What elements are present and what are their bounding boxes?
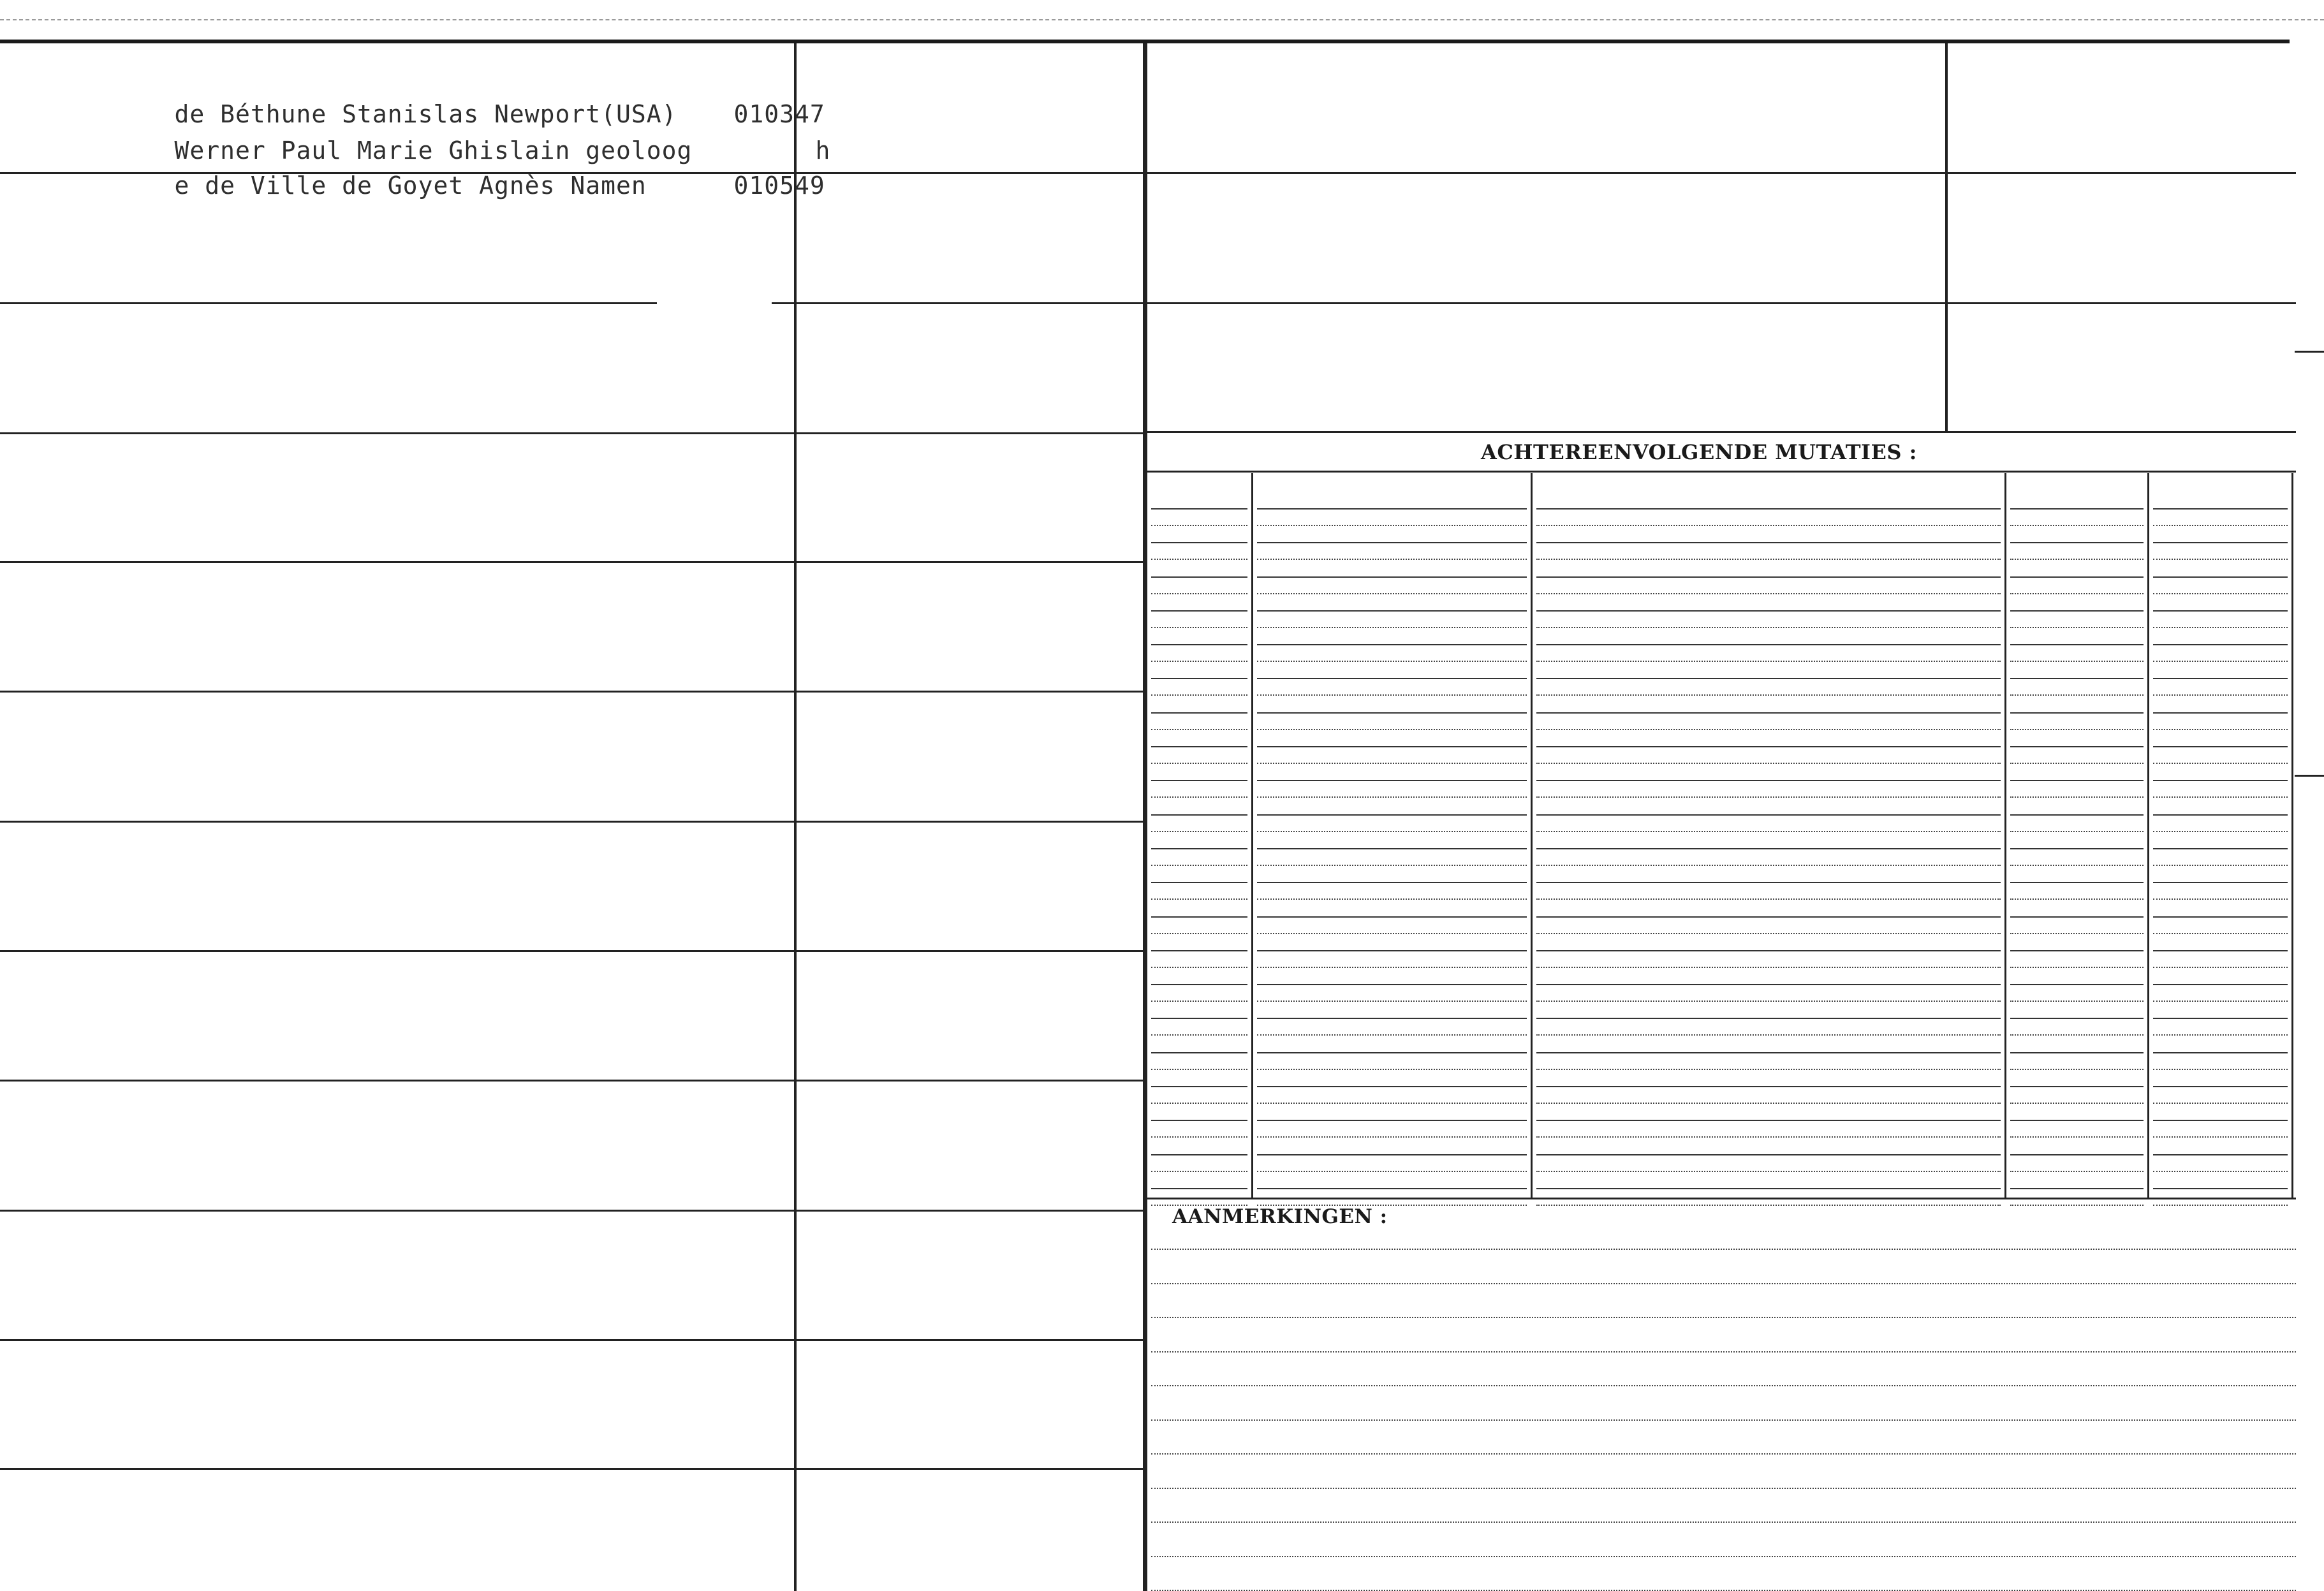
mutations-ruled-line [1151, 950, 1247, 951]
mutations-ruled-line [2010, 610, 2144, 612]
mutations-ruled-line [1257, 848, 1527, 849]
mutations-dotted-line [2010, 831, 2144, 832]
register-row-separator [0, 1468, 1143, 1470]
entry-name-text: e de Ville de Goyet Agnès Namen [174, 172, 647, 200]
mutations-dotted-line [1257, 1136, 1527, 1138]
mutations-dotted-line [2010, 865, 2144, 866]
mutations-dotted-line [2153, 898, 2288, 900]
mutations-dotted-line [1257, 898, 1527, 900]
mutations-ruled-line [2153, 576, 2288, 578]
mutations-ruled-line [1257, 1120, 1527, 1121]
mutations-dotted-line [2010, 1205, 2144, 1206]
remarks-writing-line [1151, 1521, 2296, 1523]
mutations-ruled-line [2010, 542, 2144, 543]
mutations-dotted-line [2010, 627, 2144, 628]
mutations-ruled-line [1151, 1052, 1247, 1053]
mutations-dotted-line [1257, 661, 1527, 662]
mutations-dotted-line [2010, 729, 2144, 730]
mutations-header-rule [1147, 471, 2296, 473]
mutations-ruled-line [1536, 1018, 2001, 1019]
remarks-writing-line [1151, 1317, 2296, 1318]
remarks-title: AANMERKINGEN : [1172, 1205, 1388, 1228]
mutations-ruled-line [2010, 1120, 2144, 1121]
mutations-dotted-line [2153, 1205, 2288, 1206]
mutations-dotted-line [2010, 967, 2144, 968]
mutations-ruled-line [2010, 882, 2144, 883]
mutations-column-divider [1251, 473, 1253, 1199]
mutations-dotted-line [1151, 694, 1247, 696]
mutations-ruled-line [1151, 1086, 1247, 1087]
mutations-dotted-line [2010, 593, 2144, 594]
mutations-dotted-line [1257, 1069, 1527, 1070]
mutations-dotted-line [2153, 661, 2288, 662]
remarks-writing-line [1151, 1488, 2296, 1489]
mutations-ruled-line [1257, 1018, 1527, 1019]
mutations-dotted-line [1536, 729, 2001, 730]
mutations-ruled-line [2010, 950, 2144, 951]
mutations-ruled-line [1536, 882, 2001, 883]
mutations-ruled-line [1151, 542, 1247, 543]
mutations-ruled-line [2153, 1120, 2288, 1121]
mutations-dotted-line [1536, 763, 2001, 764]
mutations-ruled-line [2153, 950, 2288, 951]
mutations-ruled-line [2010, 1018, 2144, 1019]
mutations-dotted-line [2010, 1001, 2144, 1002]
mutations-ruled-line [1257, 508, 1527, 510]
mutations-dotted-line [1536, 593, 2001, 594]
register-row-separator [772, 302, 1143, 304]
mutations-ruled-line [1257, 916, 1527, 918]
mutations-dotted-line [2153, 1001, 2288, 1002]
register-row-separator [0, 432, 1143, 434]
mutations-dotted-line [2153, 627, 2288, 628]
mutations-dotted-line [1257, 729, 1527, 730]
mutations-ruled-line [1151, 576, 1247, 578]
mutations-ruled-line [1257, 712, 1527, 714]
mutations-dotted-line [1257, 1001, 1527, 1002]
mutations-ruled-line [1257, 678, 1527, 679]
mutations-dotted-line [1151, 1136, 1247, 1138]
register-row-separator [0, 302, 657, 304]
mutations-ruled-line [2010, 780, 2144, 781]
register-row-separator [0, 691, 1143, 693]
mutations-ruled-line [1536, 576, 2001, 578]
mutations-ruled-line [1257, 1052, 1527, 1053]
mutations-ruled-line [1151, 882, 1247, 883]
mutations-dotted-line [2153, 1171, 2288, 1172]
mutations-dotted-line [1151, 1001, 1247, 1002]
remarks-writing-line [1151, 1249, 2296, 1250]
top-perforation-line [0, 19, 2324, 20]
mutations-ruled-line [2010, 576, 2144, 578]
mutations-column-divider [2004, 473, 2006, 1199]
mutations-ruled-line [1151, 712, 1247, 714]
mutations-bottom-rule [1147, 1198, 2296, 1199]
mutations-ruled-line [1536, 1154, 2001, 1155]
mutations-dotted-line [1257, 763, 1527, 764]
mutations-ruled-line [1536, 984, 2001, 985]
mutations-dotted-line [2010, 933, 2144, 934]
mutations-dotted-line [1151, 1103, 1247, 1104]
mutations-ruled-line [1151, 984, 1247, 985]
mutations-ruled-line [2010, 746, 2144, 747]
mutations-ruled-line [1257, 610, 1527, 612]
mutations-dotted-line [2153, 1103, 2288, 1104]
mutations-ruled-line [2153, 678, 2288, 679]
mutations-dotted-line [2153, 1034, 2288, 1036]
mutations-dotted-line [2010, 1103, 2144, 1104]
edge-tick-mark [2295, 351, 2324, 353]
mutations-dotted-line [1257, 967, 1527, 968]
mutations-dotted-line [1536, 1103, 2001, 1104]
remarks-writing-line [1151, 1453, 2296, 1455]
mutations-ruled-line [1257, 576, 1527, 578]
mutations-dotted-line [1257, 1034, 1527, 1036]
mutations-dotted-line [1151, 627, 1247, 628]
mutations-dotted-line [1257, 593, 1527, 594]
right-box-row-separator [1147, 431, 2296, 433]
mutations-dotted-line [1536, 1001, 2001, 1002]
edge-tick-mark [2295, 775, 2324, 777]
mutations-ruled-line [1536, 1052, 2001, 1053]
entry-code-text: 010549 [733, 172, 825, 200]
mutations-ruled-line [1257, 814, 1527, 816]
mutations-title: ACHTEREENVOLGENDE MUTATIES : [1481, 440, 1917, 464]
mutations-ruled-line [2010, 1188, 2144, 1189]
mutations-dotted-line [2153, 1069, 2288, 1070]
mutations-ruled-line [1536, 916, 2001, 918]
mutations-dotted-line [1536, 933, 2001, 934]
mutations-dotted-line [1536, 1171, 2001, 1172]
mutations-dotted-line [1257, 865, 1527, 866]
mutations-ruled-line [1536, 542, 2001, 543]
mutations-ruled-line [1536, 712, 2001, 714]
mutations-ruled-line [2153, 542, 2288, 543]
right-box-row-separator [1147, 302, 2296, 304]
mutations-dotted-line [2010, 525, 2144, 526]
mutations-dotted-line [1151, 865, 1247, 866]
entry-name-text: de Béthune Stanislas Newport(USA) [174, 100, 677, 128]
mutations-dotted-line [1536, 627, 2001, 628]
mutations-dotted-line [2153, 559, 2288, 560]
mutations-dotted-line [1257, 559, 1527, 560]
mutations-dotted-line [1536, 525, 2001, 526]
mutations-ruled-line [2010, 508, 2144, 510]
mutations-ruled-line [2153, 1188, 2288, 1189]
mutations-dotted-line [1151, 831, 1247, 832]
entry-name-text: Werner Paul Marie Ghislain geoloog [174, 136, 693, 165]
mutations-dotted-line [1536, 796, 2001, 798]
mutations-ruled-line [1257, 984, 1527, 985]
mutations-dotted-line [1151, 1069, 1247, 1070]
mutations-ruled-line [1151, 746, 1247, 747]
remarks-writing-line [1151, 1283, 2296, 1284]
mutations-dotted-line [1536, 1205, 2001, 1206]
mutations-ruled-line [1151, 916, 1247, 918]
mutations-dotted-line [2010, 1136, 2144, 1138]
mutations-dotted-line [1151, 1171, 1247, 1172]
mutations-dotted-line [2153, 694, 2288, 696]
mutations-ruled-line [2010, 1154, 2144, 1155]
mutations-ruled-line [1536, 780, 2001, 781]
mutations-ruled-line [1257, 1188, 1527, 1189]
remarks-writing-line [1151, 1419, 2296, 1421]
register-column-divider-1 [794, 43, 797, 1591]
mutations-dotted-line [1151, 967, 1247, 968]
register-row-separator [0, 821, 1143, 823]
mutations-dotted-line [2153, 865, 2288, 866]
mutations-dotted-line [1536, 865, 2001, 866]
mutations-dotted-line [2153, 729, 2288, 730]
mutations-ruled-line [2010, 916, 2144, 918]
mutations-ruled-line [1536, 950, 2001, 951]
mutations-ruled-line [1151, 1154, 1247, 1155]
mutations-dotted-line [2153, 796, 2288, 798]
register-entry-code-3 [673, 143, 825, 228]
mutations-ruled-line [2153, 610, 2288, 612]
entry-code-text: 010347 [733, 100, 825, 128]
mutations-ruled-line [2010, 1052, 2144, 1053]
mutations-dotted-line [1151, 933, 1247, 934]
mutations-ruled-line [1257, 1086, 1527, 1087]
mutations-ruled-line [2153, 984, 2288, 985]
mutations-dotted-line [2153, 933, 2288, 934]
mutations-ruled-line [1257, 950, 1527, 951]
mutations-dotted-line [2153, 525, 2288, 526]
mutations-dotted-line [1257, 933, 1527, 934]
mutations-dotted-line [1257, 1103, 1527, 1104]
mutations-dotted-line [2153, 831, 2288, 832]
mutations-dotted-line [2153, 967, 2288, 968]
mutations-dotted-line [1151, 763, 1247, 764]
mutations-ruled-line [1151, 1188, 1247, 1189]
mutations-ruled-line [2153, 1052, 2288, 1053]
mutations-dotted-line [2153, 763, 2288, 764]
register-column-divider-2 [1143, 43, 1147, 1591]
mutations-ruled-line [1536, 1188, 2001, 1189]
mutations-dotted-line [1536, 661, 2001, 662]
mutations-ruled-line [1536, 1086, 2001, 1087]
right-box-row-separator [1147, 172, 2296, 174]
mutations-ruled-line [1151, 780, 1247, 781]
mutations-ruled-line [2010, 848, 2144, 849]
mutations-ruled-line [1151, 678, 1247, 679]
mutations-ruled-line [2010, 984, 2144, 985]
mutations-dotted-line [2153, 593, 2288, 594]
mutations-ruled-line [1257, 780, 1527, 781]
register-row-separator [0, 950, 1143, 952]
mutations-dotted-line [1257, 1171, 1527, 1172]
mutations-ruled-line [2010, 712, 2144, 714]
mutations-dotted-line [2010, 1034, 2144, 1036]
mutations-dotted-line [1257, 831, 1527, 832]
mutations-dotted-line [2153, 1136, 2288, 1138]
mutations-dotted-line [1536, 694, 2001, 696]
remarks-writing-line [1151, 1385, 2296, 1386]
mutations-dotted-line [2010, 898, 2144, 900]
mutations-ruled-line [2010, 644, 2144, 645]
mutations-ruled-line [2153, 1018, 2288, 1019]
mutations-ruled-line [1151, 848, 1247, 849]
mutations-ruled-line [2153, 712, 2288, 714]
mutations-dotted-line [1536, 1069, 2001, 1070]
mutations-column-divider [2147, 473, 2149, 1199]
mutations-dotted-line [1257, 525, 1527, 526]
mutations-ruled-line [2153, 644, 2288, 645]
mutations-dotted-line [2010, 1171, 2144, 1172]
mutations-dotted-line [1151, 729, 1247, 730]
mutations-ruled-line [2153, 848, 2288, 849]
mutations-ruled-line [1536, 610, 2001, 612]
mutations-ruled-line [1536, 848, 2001, 849]
mutations-ruled-line [2153, 780, 2288, 781]
mutations-column-divider [2291, 473, 2293, 1199]
mutations-ruled-line [1257, 882, 1527, 883]
mutations-ruled-line [2010, 1086, 2144, 1087]
mutations-dotted-line [1536, 1034, 2001, 1036]
register-row-separator [0, 1210, 1143, 1212]
mutations-ruled-line [2153, 882, 2288, 883]
mutations-ruled-line [1536, 746, 2001, 747]
entry-code-text: h [815, 136, 831, 165]
mutations-ruled-line [1257, 542, 1527, 543]
mutations-dotted-line [1151, 525, 1247, 526]
remarks-writing-line [1151, 1556, 2296, 1557]
mutations-ruled-line [2010, 814, 2144, 816]
remarks-writing-line [1151, 1351, 2296, 1353]
mutations-ruled-line [2153, 1154, 2288, 1155]
mutations-dotted-line [1536, 967, 2001, 968]
mutations-dotted-line [1151, 1034, 1247, 1036]
mutations-ruled-line [1536, 814, 2001, 816]
mutations-column-divider [1531, 473, 1533, 1199]
mutations-dotted-line [1536, 831, 2001, 832]
mutations-dotted-line [2010, 796, 2144, 798]
mutations-ruled-line [2153, 814, 2288, 816]
mutations-dotted-line [1151, 898, 1247, 900]
mutations-dotted-line [2010, 1069, 2144, 1070]
mutations-dotted-line [2010, 559, 2144, 560]
mutations-ruled-line [2153, 916, 2288, 918]
register-entry-line-3 [114, 143, 647, 228]
mutations-ruled-line [1151, 644, 1247, 645]
mutations-ruled-line [1257, 644, 1527, 645]
right-box-divider [1945, 43, 1948, 431]
mutations-ruled-line [1151, 508, 1247, 510]
mutations-ruled-line [2153, 508, 2288, 510]
mutations-dotted-line [1257, 796, 1527, 798]
register-row-separator [0, 1080, 1143, 1081]
mutations-ruled-line [1257, 1154, 1527, 1155]
mutations-dotted-line [1151, 559, 1247, 560]
mutations-ruled-line [2153, 746, 2288, 747]
mutations-ruled-line [1151, 1018, 1247, 1019]
mutations-dotted-line [2010, 661, 2144, 662]
mutations-dotted-line [1151, 796, 1247, 798]
mutations-ruled-line [1536, 1120, 2001, 1121]
mutations-dotted-line [1257, 627, 1527, 628]
mutations-dotted-line [1536, 559, 2001, 560]
mutations-ruled-line [2153, 1086, 2288, 1087]
mutations-dotted-line [2010, 694, 2144, 696]
mutations-ruled-line [1257, 746, 1527, 747]
mutations-ruled-line [1151, 814, 1247, 816]
mutations-ruled-line [2010, 678, 2144, 679]
mutations-ruled-line [1151, 1120, 1247, 1121]
mutations-ruled-line [1151, 610, 1247, 612]
register-row-separator [0, 1339, 1143, 1341]
register-row-separator [0, 561, 1143, 563]
mutations-dotted-line [1536, 898, 2001, 900]
mutations-dotted-line [1257, 694, 1527, 696]
mutations-dotted-line [1151, 593, 1247, 594]
mutations-ruled-line [1536, 678, 2001, 679]
mutations-ruled-line [1536, 644, 2001, 645]
mutations-dotted-line [1151, 661, 1247, 662]
mutations-ruled-line [1536, 508, 2001, 510]
mutations-dotted-line [1536, 1136, 2001, 1138]
mutations-dotted-line [2010, 763, 2144, 764]
